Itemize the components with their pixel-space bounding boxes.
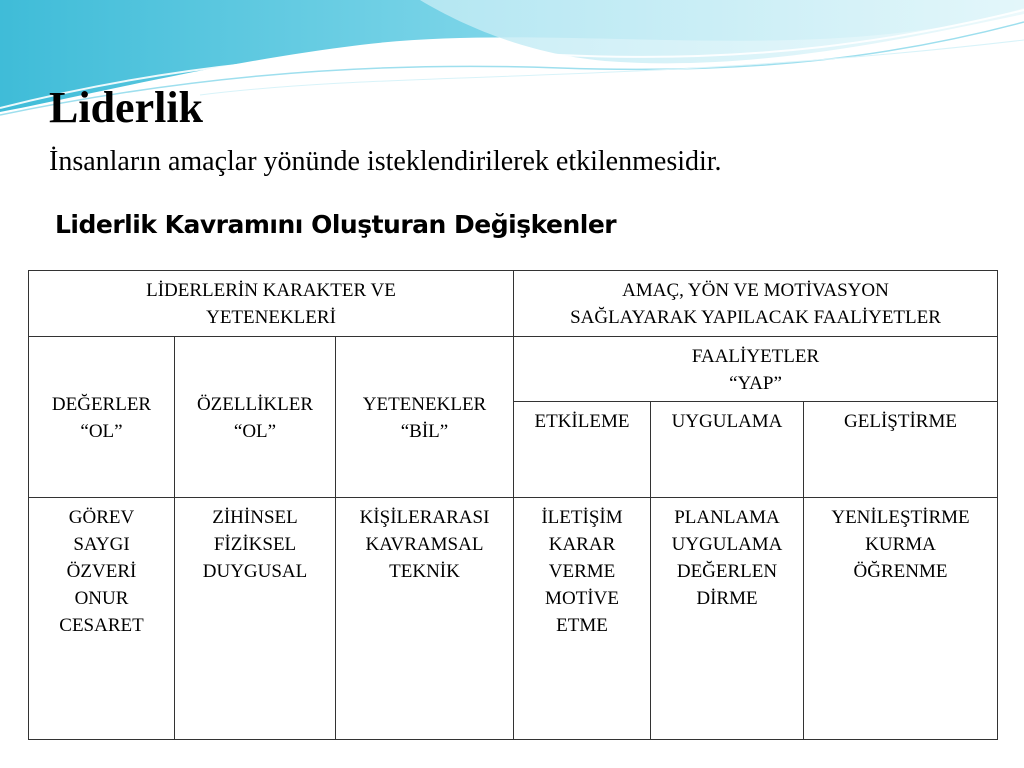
slide-title: Liderlik [49, 83, 204, 132]
leadership-variables-table [28, 270, 998, 740]
items-cell-gelistirme: YENİLEŞTİRME KURMA ÖĞRENME [804, 498, 998, 740]
group-cell-yetenekler: YETENEKLER “BİL” [336, 337, 514, 498]
group-cell-ozellikler: ÖZELLİKLER “OL” [175, 337, 336, 498]
activity-cell-uygulama: UYGULAMA [651, 402, 804, 498]
table-group-row [29, 337, 998, 402]
activity-cell-etkileme: ETKİLEME [514, 402, 651, 498]
group-cell-degerler: DEĞERLER “OL” [29, 337, 175, 498]
section-heading: Liderlik Kavramını Oluşturan Değişkenler [55, 210, 617, 239]
activity-cell-gelistirme: GELİŞTİRME [804, 402, 998, 498]
table-items-row [29, 498, 998, 740]
group-cell-faaliyetler: FAALİYETLER “YAP” [514, 337, 998, 402]
header-cell-leader-traits: LİDERLERİN KARAKTER VE YETENEKLERİ [29, 271, 514, 337]
items-cell-ozellikler: ZİHİNSEL FİZİKSEL DUYGUSAL [175, 498, 336, 740]
items-cell-degerler: GÖREV SAYGI ÖZVERİ ONUR CESARET [29, 498, 175, 740]
items-cell-etkileme: İLETİŞİM KARAR VERME MOTİVE ETME [514, 498, 651, 740]
items-cell-uygulama: PLANLAMA UYGULAMA DEĞERLEN DİRME [651, 498, 804, 740]
slide-subtitle: İnsanların amaçlar yönünde isteklendirilerek etkilenmesidir. [49, 146, 722, 177]
items-cell-yetenekler: KİŞİLERARASI KAVRAMSAL TEKNİK [336, 498, 514, 740]
header-cell-activities: AMAÇ, YÖN VE MOTİVASYON SAĞLAYARAK YAPILACAK FAALİYETLER [514, 271, 998, 337]
table-header-row [29, 271, 998, 337]
